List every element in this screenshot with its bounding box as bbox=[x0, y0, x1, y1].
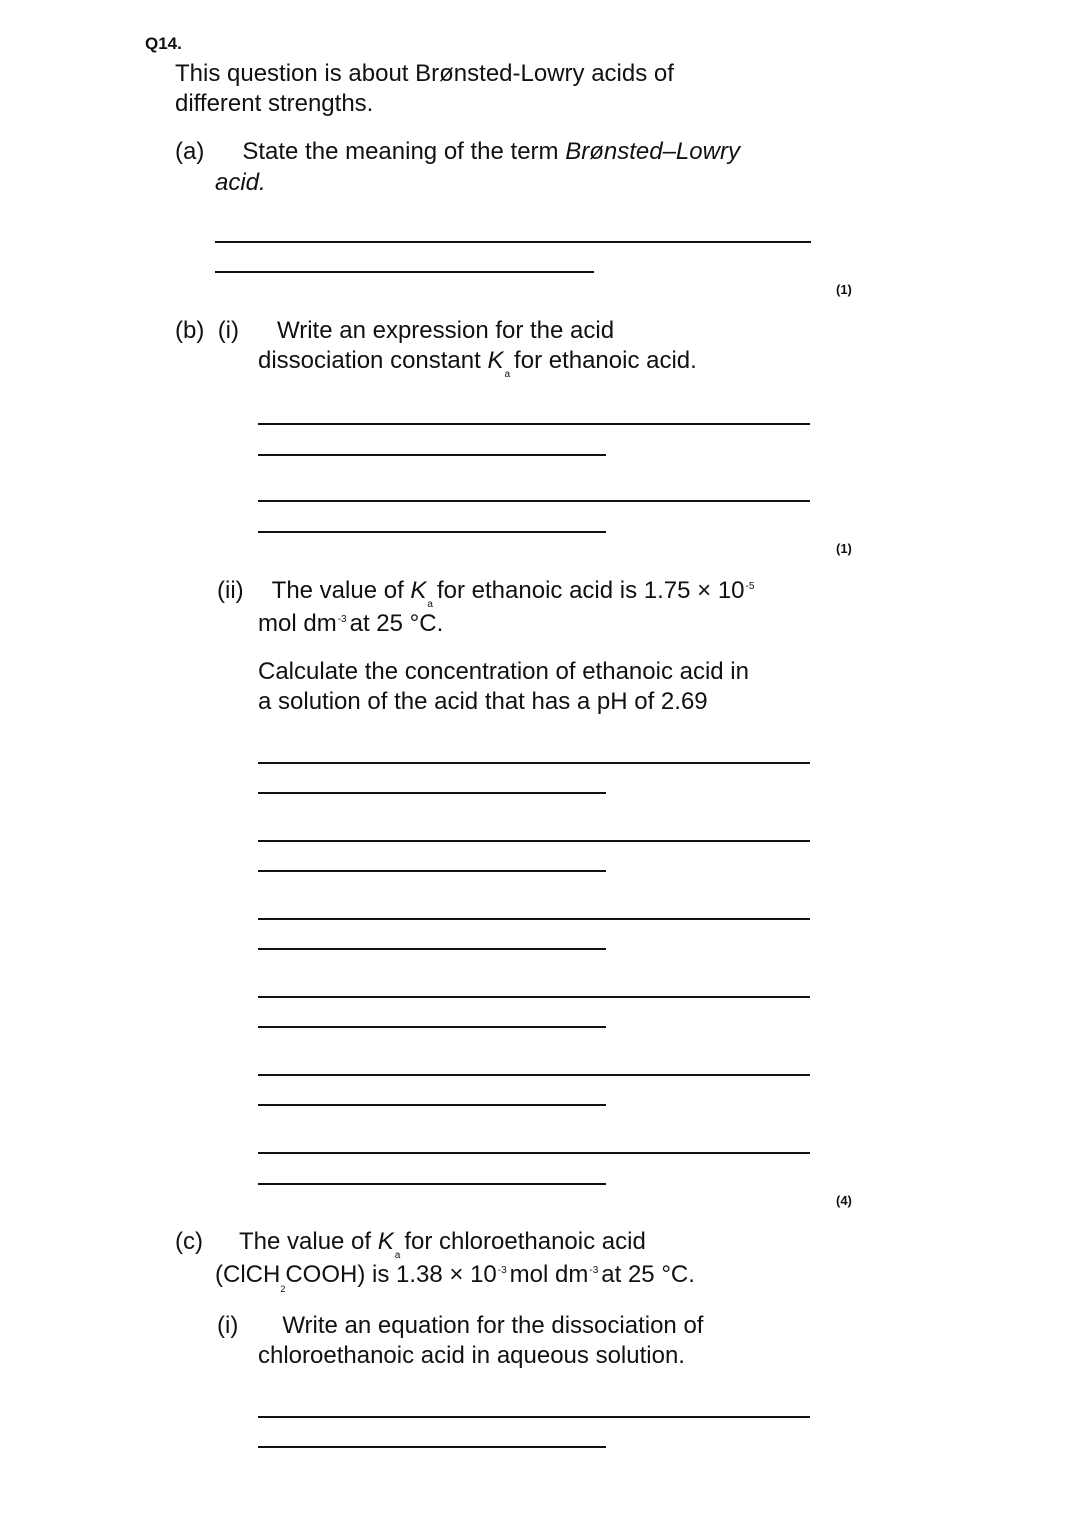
part-c-line1: (c) The value of $K_afor$ chloroethanoic acid bbox=[175, 1228, 646, 1261]
part-a-term-line2: acid. bbox=[215, 169, 266, 196]
part-a-marks: (1) bbox=[836, 282, 852, 297]
part-b-ii-line3: Calculate the concentration of ethanoic acid in bbox=[258, 658, 749, 685]
part-b-i-marks: (1) bbox=[836, 541, 852, 556]
part-b-i-question bbox=[175, 316, 614, 346]
part-a-label: (a) bbox=[175, 138, 205, 165]
part-b-ii-line2: mol $dm^{-3}$ at 25 °C. bbox=[258, 610, 444, 637]
part-c-i-line2: chloroethanoic acid in aqueous solution. bbox=[258, 1342, 685, 1369]
part-b-ii-marks: (4) bbox=[836, 1193, 852, 1208]
answer-line[interactable] bbox=[258, 500, 810, 502]
answer-line[interactable] bbox=[258, 762, 810, 764]
part-b-ii-line4: a solution of the acid that has a pH of 2.69 bbox=[258, 688, 708, 715]
part-c-i-label: (i) bbox=[217, 1312, 239, 1339]
answer-line[interactable] bbox=[258, 1026, 606, 1028]
answer-line[interactable] bbox=[258, 454, 606, 456]
part-a-term: Brønsted–Lowry bbox=[565, 138, 740, 165]
answer-line[interactable] bbox=[258, 1152, 810, 1154]
part-b-ii-label: (ii) bbox=[217, 577, 244, 604]
answer-line[interactable] bbox=[258, 1183, 606, 1185]
part-b-i-line1: Write an expression for the acid bbox=[277, 317, 615, 344]
part-b-ii-line1: (ii) The value of $K_afor$ ethanoic acid is $1.75 \times 10^{-5}$ bbox=[217, 577, 755, 610]
part-a-question bbox=[175, 137, 740, 167]
answer-line[interactable] bbox=[258, 870, 606, 872]
answer-line[interactable] bbox=[258, 531, 606, 533]
answer-line[interactable] bbox=[258, 996, 810, 998]
answer-line[interactable] bbox=[215, 241, 811, 243]
question-intro-line1: This question is about Brønsted-Lowry acids of bbox=[175, 60, 674, 87]
part-b-label: (b) bbox=[175, 317, 205, 344]
answer-line[interactable] bbox=[258, 1074, 810, 1076]
answer-line[interactable] bbox=[258, 918, 810, 920]
part-c-i-line1: (i) Write an equation for the dissociation of bbox=[217, 1312, 704, 1339]
answer-line[interactable] bbox=[258, 1416, 810, 1418]
question-number: Q14. bbox=[145, 34, 182, 53]
part-c-label: (c) bbox=[175, 1228, 203, 1255]
answer-line[interactable] bbox=[258, 840, 810, 842]
answer-line[interactable] bbox=[258, 1104, 606, 1106]
part-b-i-line2: dissociation constant $K_afor$ ethanoic acid. bbox=[258, 347, 697, 380]
question-intro-line2: different strengths. bbox=[175, 90, 374, 117]
answer-line[interactable] bbox=[258, 1446, 606, 1448]
answer-line[interactable] bbox=[258, 423, 810, 425]
answer-line[interactable] bbox=[258, 792, 606, 794]
part-a-text: State the meaning of the term bbox=[242, 138, 566, 165]
part-b-i-label: (i) bbox=[217, 317, 240, 344]
answer-line[interactable] bbox=[258, 948, 606, 950]
answer-line[interactable] bbox=[215, 271, 594, 273]
part-c-line2: (ClCH$_2$COOH) is $1.38 \times 10^{-3}$ mol $dm^{-3}$ at 25 °C. bbox=[215, 1261, 695, 1294]
